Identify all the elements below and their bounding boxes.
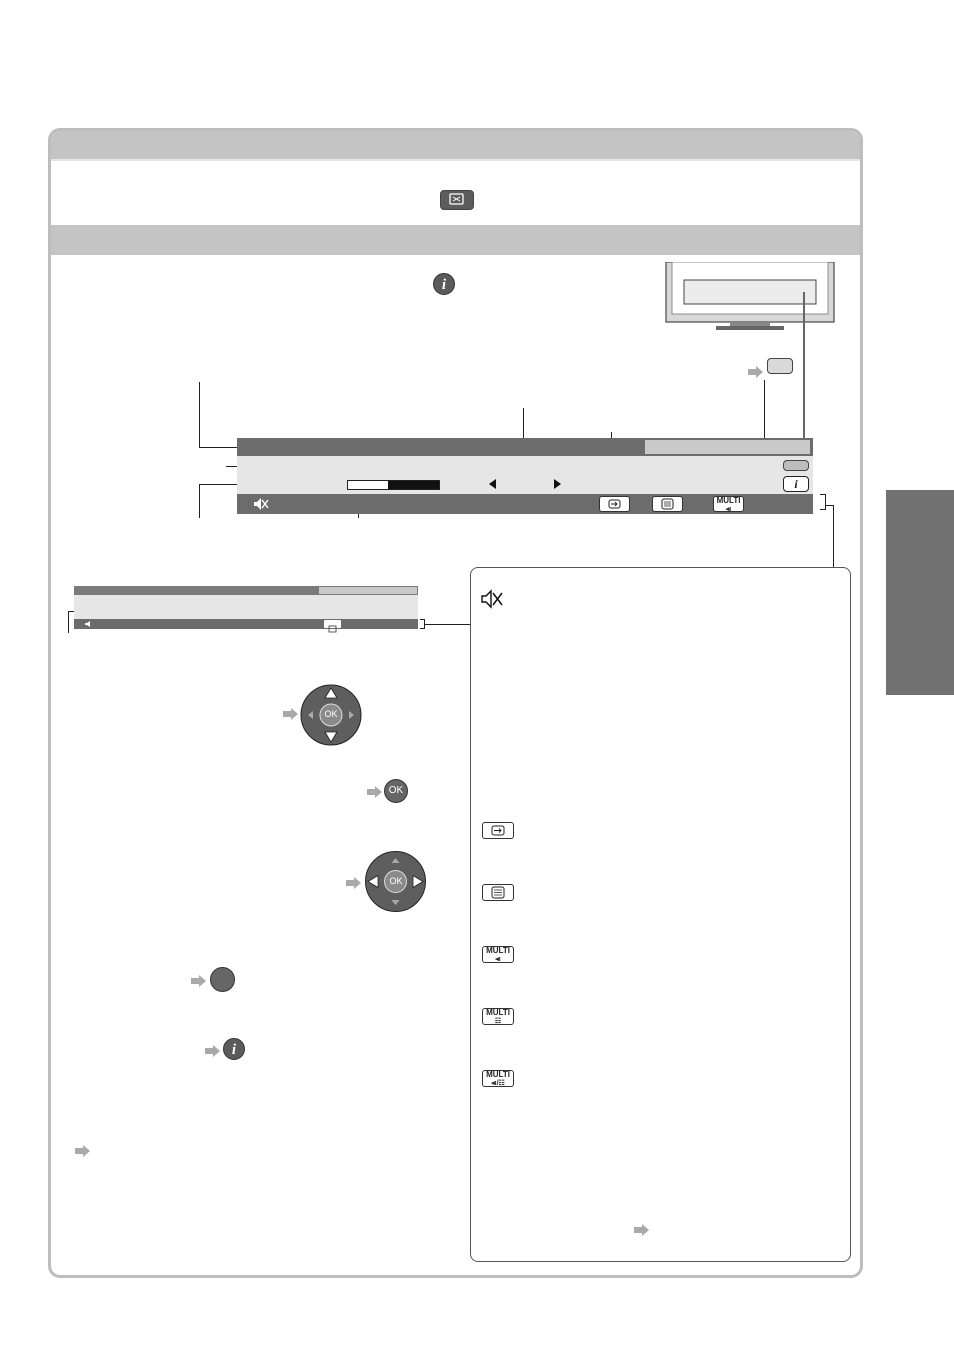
small-teletext-icon bbox=[324, 620, 341, 628]
left-arrow-icon bbox=[489, 479, 497, 489]
arrow-icon bbox=[634, 1224, 650, 1236]
callout-line bbox=[199, 447, 237, 448]
multi-audio-subtitle-icon: MULTI ◂ı/☷ bbox=[482, 1070, 514, 1087]
banner-time-box bbox=[645, 440, 810, 454]
progress-bar bbox=[347, 480, 440, 490]
banner-color-button bbox=[783, 460, 809, 471]
bracket bbox=[820, 494, 826, 510]
section-header-2 bbox=[51, 225, 860, 255]
arrow-icon bbox=[748, 366, 764, 378]
divider bbox=[51, 159, 860, 161]
icon-legend-panel bbox=[470, 567, 851, 1262]
callout-line bbox=[523, 408, 524, 439]
arrow-icon bbox=[191, 975, 207, 987]
multi-audio-icon: MULTI ◂ı bbox=[713, 496, 744, 512]
callout-line bbox=[803, 292, 805, 440]
right-arrow-icon bbox=[553, 479, 561, 489]
info-button[interactable] bbox=[433, 273, 455, 295]
arrow-icon bbox=[283, 708, 299, 720]
callout-line bbox=[199, 484, 237, 485]
teletext-icon bbox=[652, 496, 683, 512]
section-header-1 bbox=[51, 131, 860, 159]
aspect-icon bbox=[441, 191, 472, 208]
callout-line bbox=[764, 380, 765, 440]
callout-line bbox=[425, 624, 471, 625]
audio-icon bbox=[84, 620, 92, 628]
callout-line bbox=[199, 382, 200, 448]
chapter-side-tab bbox=[886, 490, 954, 695]
banner-programme-area bbox=[237, 456, 813, 494]
aspect-button[interactable] bbox=[440, 190, 474, 210]
info-button[interactable]: i bbox=[223, 1038, 245, 1060]
banner-info-icon: i bbox=[783, 476, 809, 492]
tv-illustration bbox=[660, 262, 840, 334]
callout-line bbox=[68, 611, 69, 633]
mute-icon bbox=[481, 589, 503, 609]
ok-button[interactable]: OK bbox=[384, 779, 408, 803]
text-icon bbox=[599, 496, 630, 512]
callout-line bbox=[226, 466, 237, 467]
text-icon bbox=[482, 822, 514, 839]
info-icon: i bbox=[441, 277, 447, 293]
multi-audio-icon: MULTI ◂ı bbox=[482, 946, 514, 963]
arrow-icon bbox=[367, 786, 383, 798]
callout-line bbox=[833, 505, 834, 567]
remote-button[interactable] bbox=[767, 358, 793, 374]
ok-label: OK bbox=[324, 709, 338, 719]
small-banner-bottom bbox=[74, 619, 418, 629]
arrow-icon bbox=[75, 1145, 91, 1157]
arrow-icon bbox=[205, 1045, 221, 1057]
small-banner-mid bbox=[74, 595, 418, 619]
mute-icon bbox=[253, 497, 269, 511]
multi-subtitle-icon: MULTI ☷ bbox=[482, 1008, 514, 1025]
exit-button[interactable] bbox=[210, 967, 235, 992]
ok-label: OK bbox=[389, 876, 403, 886]
callout-line bbox=[199, 484, 200, 518]
callout-line bbox=[68, 611, 74, 612]
teletext-icon bbox=[482, 884, 514, 901]
arrow-icon bbox=[346, 877, 362, 889]
progress-bar-fill bbox=[388, 481, 439, 489]
small-banner-time-box bbox=[319, 587, 417, 594]
